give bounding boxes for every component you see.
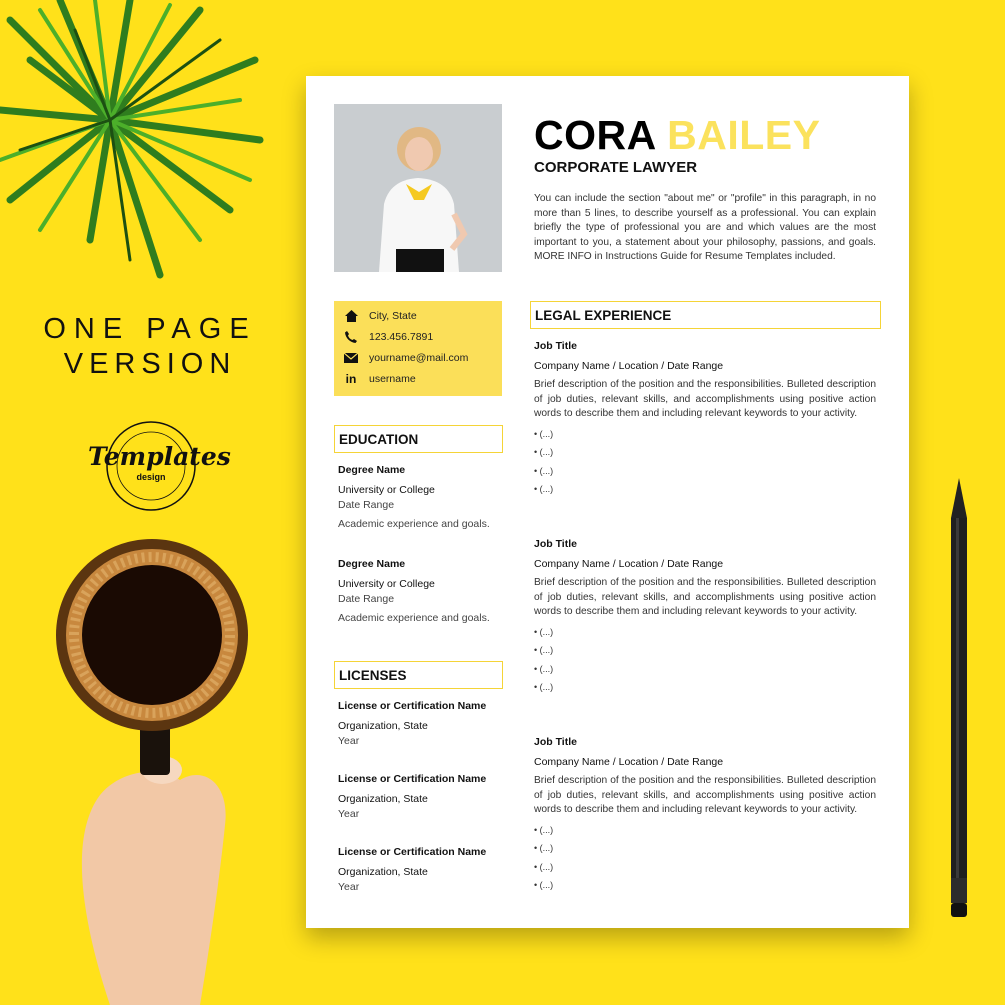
job-description: Brief description of the position and the responsibilities. Bulleted description of job duties, relevant skills, and accomplishments using positive action words to describe them and including relevant keywords to your activity. [534,379,876,420]
last-name: BAILEY [667,112,821,158]
job-company: Company Name / Location / Date Range [534,756,724,768]
contact-phone-text: 123.456.7891 [369,331,434,343]
logo-wordmark: Templates [88,442,231,471]
education-dates: Date Range [338,593,395,605]
job-company: Company Name / Location / Date Range [534,360,724,372]
version-label: VERSION [63,348,237,380]
candidate-name [534,112,820,159]
phone-icon [344,330,358,344]
job-bullet: • (...) [534,682,554,692]
degree-name: Degree Name [338,558,406,570]
contact-linkedin-text: username [369,373,416,385]
job-bullet: • (...) [534,627,554,637]
job-bullet: • (...) [534,447,554,457]
contact-location-text: City, State [369,310,417,322]
job-title: Job Title [534,538,577,550]
contact-email-text: yourname@mail.com [369,352,469,364]
job-bullet: • (...) [534,429,554,439]
school-name: University or College [338,578,435,590]
job-company: Company Name / Location / Date Range [534,558,724,570]
license-name: License or Certification Name [338,846,487,858]
person-portrait-icon [334,104,502,272]
education-dates: Date Range [338,499,395,511]
job-title: Job Title [534,736,577,748]
education-notes: Academic experience and goals. [338,518,490,530]
mail-icon [344,351,358,365]
license-year: Year [338,808,360,820]
home-icon [344,309,358,323]
contact-phone [344,328,433,346]
job-description: Brief description of the position and the responsibilities. Bulleted description of job duties, relevant skills, and accomplishments using positive action words to describe them and including relevant keywords to your activity. [534,775,876,816]
pencil-image [944,478,974,923]
job-bullet: • (...) [534,466,554,476]
job-bullet: • (...) [534,843,554,853]
contact-linkedin [344,370,416,388]
license-name: License or Certification Name [338,700,487,712]
first-name: CORA [534,112,656,158]
job-role: CORPORATE LAWYER [534,159,698,176]
templates-design-logo [88,418,231,514]
job-description: Brief description of the position and the responsibilities. Bulleted description of job duties, relevant skills, and accomplishments using positive action words to describe them and including relevant keywords to your activity. [534,577,876,618]
education-heading: EDUCATION [334,425,503,453]
degree-name: Degree Name [338,464,406,476]
job-bullet: • (...) [534,484,554,494]
job-bullet: • (...) [534,880,554,890]
license-org: Organization, State [338,793,428,805]
contact-email [344,349,468,367]
profile-photo [334,104,502,272]
license-year: Year [338,881,360,893]
coffee-cup-hand-image [40,535,270,1005]
about-paragraph: You can include the section "about me" or "profile" in this paragraph, in no more than 5 lines, to describe yourself as a professional. You can explain briefly the type of professional you are and which values are the most important to you, a statement about your philosophy, passions, and goals. MORE INFO in Instructions Guide for Resume Templates included. [534,193,876,263]
logo-subtitle: design [136,472,166,482]
job-bullet: • (...) [534,664,554,674]
job-bullet: • (...) [534,862,554,872]
license-year: Year [338,735,360,747]
linkedin-icon: in [345,372,357,386]
legal-experience-heading: LEGAL EXPERIENCE [530,301,881,329]
license-org: Organization, State [338,866,428,878]
education-notes: Academic experience and goals. [338,612,490,624]
resume-page [306,76,909,928]
job-bullet: • (...) [534,645,554,655]
job-title: Job Title [534,340,577,352]
plant-leaves-image [0,0,270,290]
license-org: Organization, State [338,720,428,732]
job-bullet: • (...) [534,825,554,835]
license-name: License or Certification Name [338,773,487,785]
one-page-label: ONE PAGE [43,313,257,345]
contact-location [344,307,417,325]
contact-box [334,301,502,396]
school-name: University or College [338,484,435,496]
licenses-heading: LICENSES [334,661,503,689]
